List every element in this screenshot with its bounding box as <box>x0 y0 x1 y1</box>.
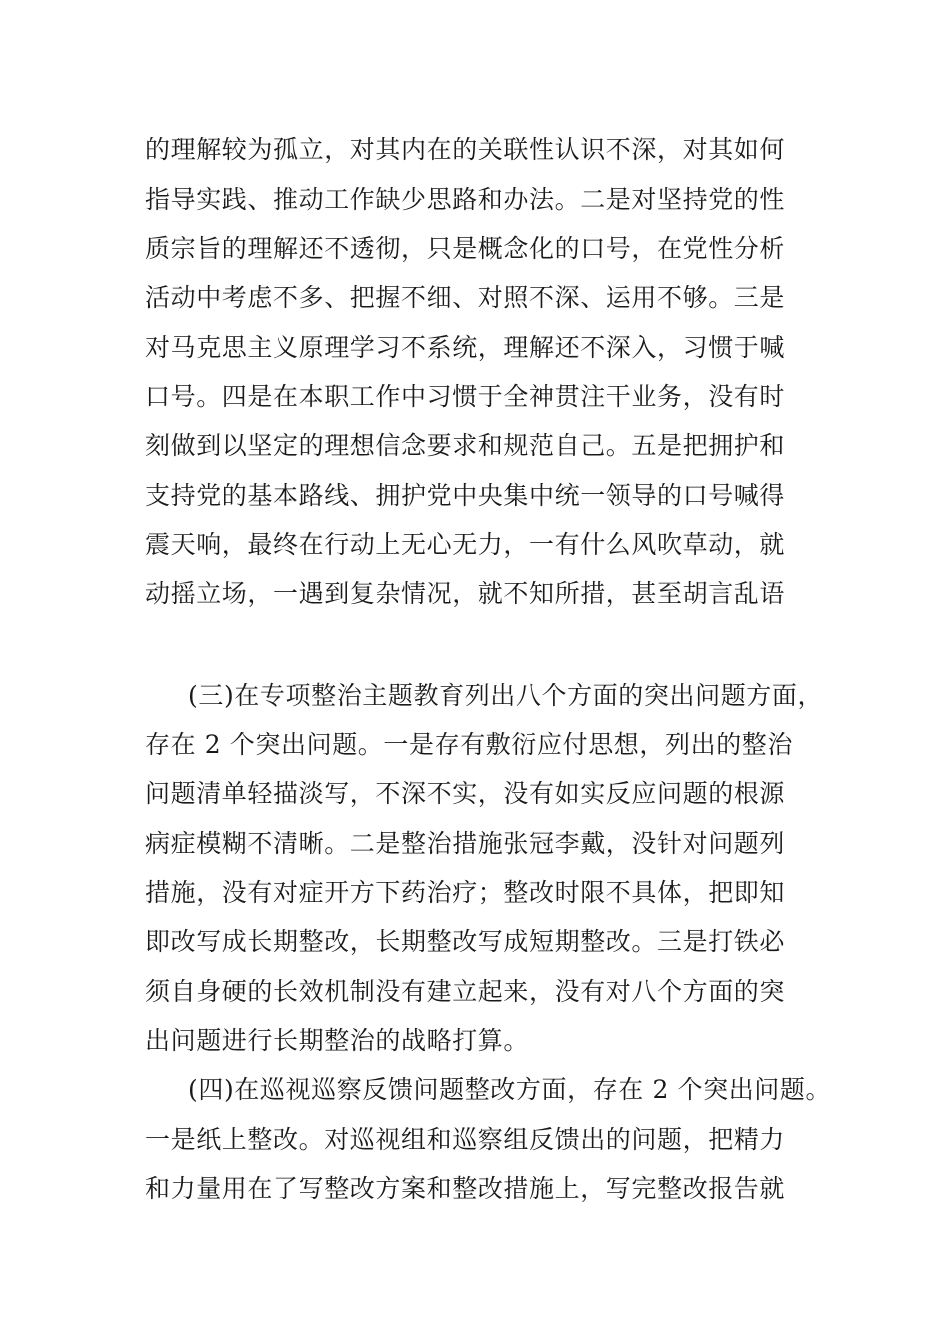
paragraph-line: 措施，没有对症开方下药治疗；整改时限不具体，把即知 <box>145 878 786 907</box>
paragraph-line: 活动中考虑不多、把握不细、对照不深、运用不够。三是 <box>145 283 786 312</box>
paragraph-line: 和力量用在了写整改方案和整改措施上，写完整改报告就 <box>145 1174 786 1203</box>
paragraph-line: 一是纸上整改。对巡视组和巡察组反馈出的问题，把精力 <box>145 1125 786 1154</box>
paragraph-line: 须自身硬的长效机制没有建立起来，没有对八个方面的突 <box>145 977 786 1006</box>
paragraph-line: 对马克思主义原理学习不系统，理解还不深入，习惯于喊 <box>145 333 786 362</box>
paragraph-line: 的理解较为孤立，对其内在的关联性认识不深，对其如何 <box>145 135 786 164</box>
paragraph-line: 动摇立场，一遇到复杂情况，就不知所措，甚至胡言乱语 <box>145 579 786 608</box>
paragraph-line: 质宗旨的理解还不透彻，只是概念化的口号，在党性分析 <box>145 234 786 263</box>
paragraph-line: 口号。四是在本职工作中习惯于全神贯注干业务，没有时 <box>145 382 786 411</box>
section-heading-line: (三)在专项整治主题教育列出八个方面的突出问题方面， <box>188 681 824 710</box>
section-heading-line: (四)在巡视巡察反馈问题整改方面，存在 2 个突出问题。 <box>188 1075 832 1104</box>
paragraph-line: 支持党的基本路线、拥护党中央集中统一领导的口号喊得 <box>145 481 786 510</box>
paragraph-line: 震天响，最终在行动上无心无力，一有什么风吹草动，就 <box>145 530 786 559</box>
paragraph-line: 问题清单轻描淡写，不深不实，没有如实反应问题的根源 <box>145 779 786 808</box>
paragraph-line: 刻做到以坚定的理想信念要求和规范自己。五是把拥护和 <box>145 431 786 460</box>
paragraph-line: 即改写成长期整改，长期整改写成短期整改。三是打铁必 <box>145 927 786 956</box>
paragraph-line: 病症模糊不清晰。二是整治措施张冠李戴，没针对问题列 <box>145 829 786 858</box>
paragraph-line: 存在 2 个突出问题。一是存有敷衍应付思想，列出的整治 <box>145 730 794 759</box>
paragraph-line: 出问题进行长期整治的战略打算。 <box>145 1026 530 1055</box>
paragraph-line: 指导实践、推动工作缺少思路和办法。二是对坚持党的性 <box>145 185 786 214</box>
